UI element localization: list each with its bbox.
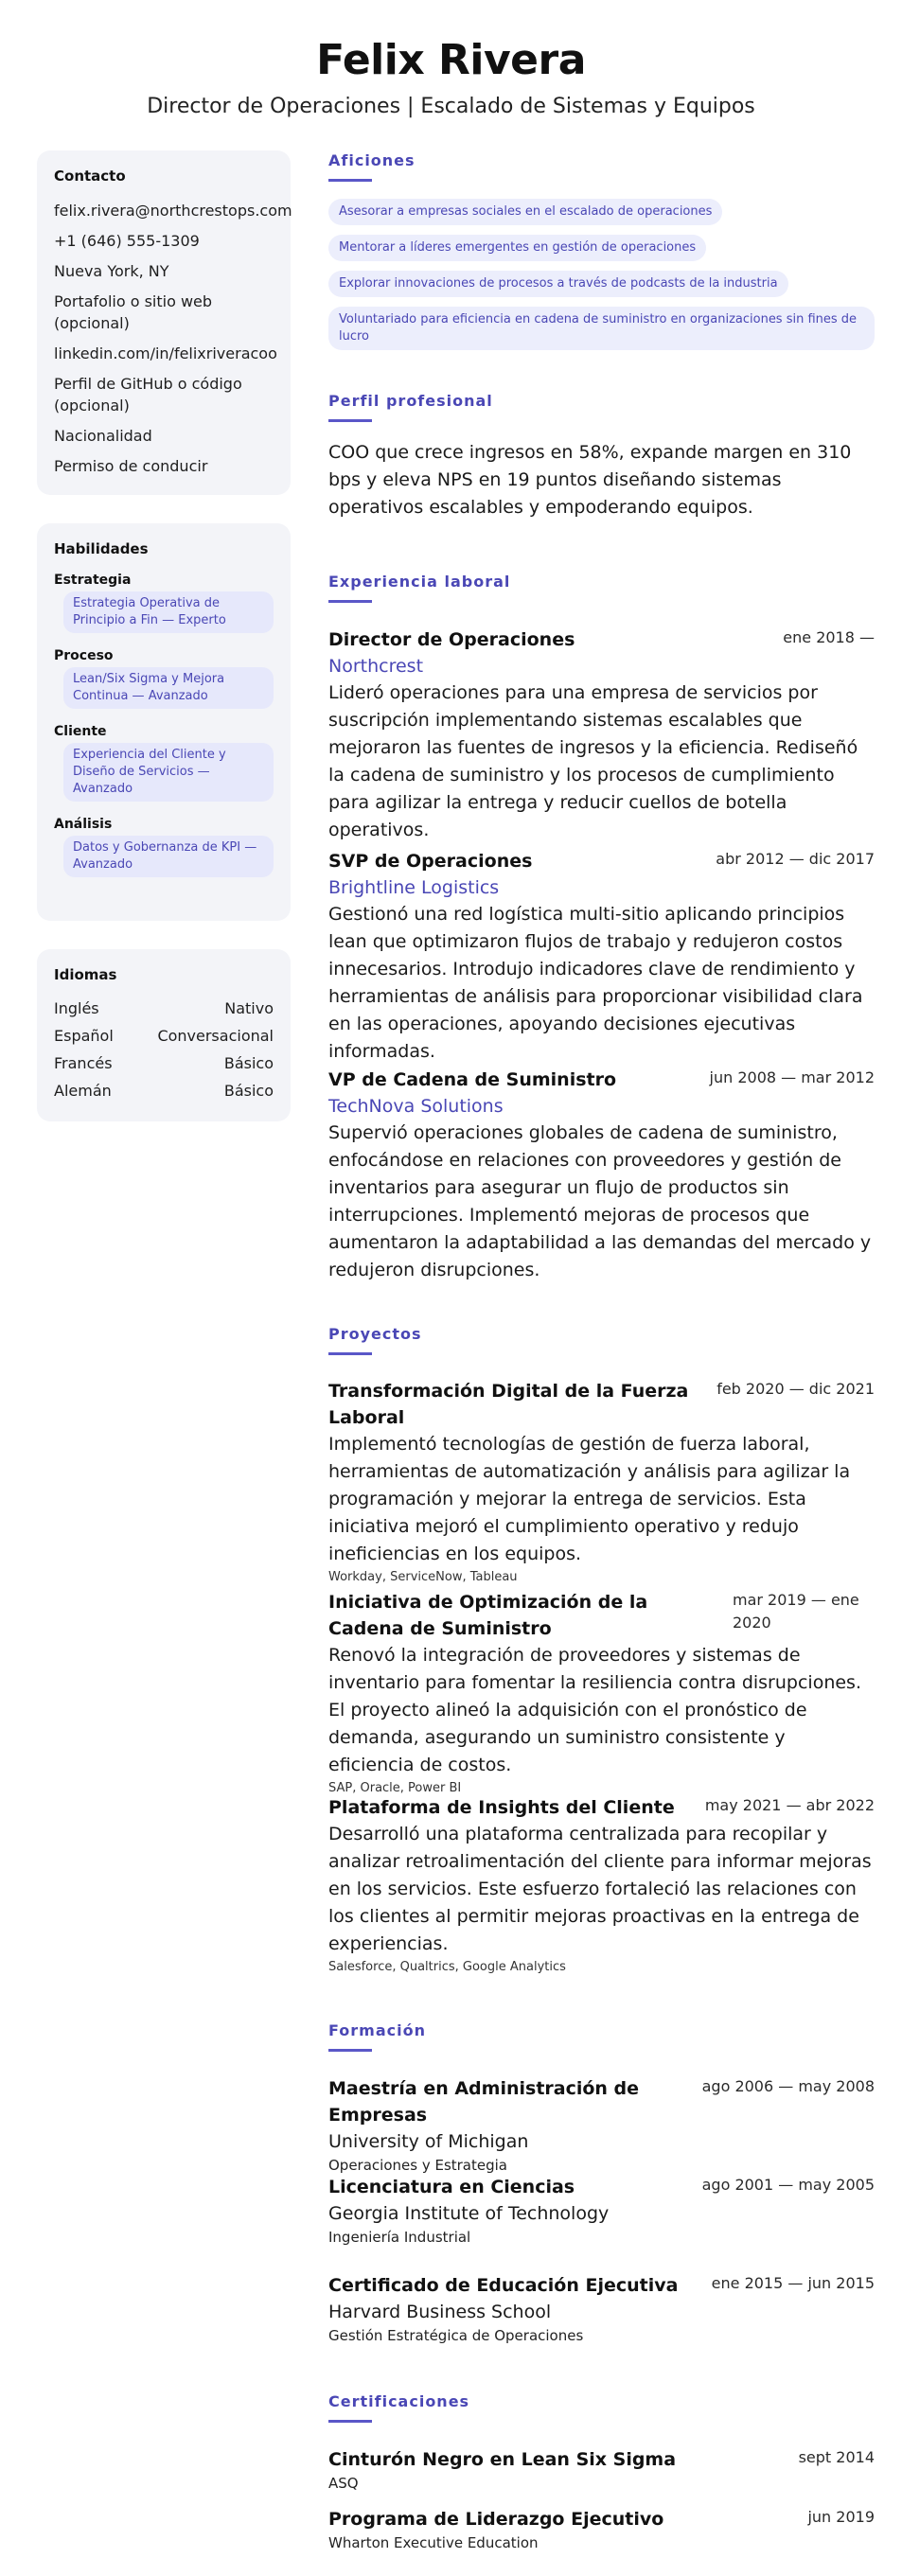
experience-entry: [328, 848, 875, 1066]
language-name: Francés: [54, 1054, 113, 1072]
project-title: Iniciativa de Optimización de la Cadena de Suministro: [328, 1592, 648, 1639]
contact-linkedin[interactable]: linkedin.com/in/felixriveracoo: [54, 344, 277, 362]
candidate-title: Director de Operaciones | Escalado de Sistemas y Equipos: [147, 95, 755, 118]
section-title: Certificaciones: [328, 2392, 470, 2410]
language-name: Español: [54, 1027, 114, 1045]
experience-section: [328, 573, 875, 603]
project-description: Renovó la integración de proveedores y sistemas de inventario para fomentar la resiliencia contra disrupciones. El proyecto alineó la adquisición con el pronóstico de demanda, asegurando un suministro consistente y eficiencia de costos.: [328, 1645, 861, 1775]
experience-entry: [328, 1067, 875, 1284]
language-row: [54, 998, 274, 1019]
job-dates: abr 2012 — dic 2017: [716, 850, 875, 868]
projects-section: [328, 1325, 875, 1355]
project-dates: may 2021 — abr 2022: [704, 1796, 875, 1814]
job-title: Director de Operaciones: [328, 629, 575, 650]
contact-portfolio: Portafolio o sitio web (opcional): [54, 292, 213, 332]
project-tech: SAP, Oracle, Power BI: [328, 1781, 462, 1795]
languages-heading: Idiomas: [54, 966, 117, 983]
skill-category: Estrategia: [54, 573, 132, 588]
certification-issuer: ASQ: [328, 2475, 359, 2492]
project-dates: feb 2020 — dic 2021: [716, 1380, 875, 1398]
project-title: Transformación Digital de la Fuerza Laboral: [328, 1381, 689, 1428]
degree-title: Licenciatura en Ciencias: [328, 2177, 575, 2197]
contact-github: Perfil de GitHub o código (opcional): [54, 375, 242, 415]
job-description: Lideró operaciones para una empresa de servicios por suscripción implementando sistemas escalables que mejoraron las fuentes de ingresos y la eficiencia. Rediseñó la cadena de suministro y los procesos de cumplimiento para agilizar la entrega y reducir cuellos de botella operativos.: [328, 682, 858, 840]
field-of-study: Operaciones y Estrategia: [328, 2157, 507, 2174]
certification-entry: [328, 2446, 875, 2494]
degree-title: Certificado de Educación Ejecutiva: [328, 2275, 679, 2296]
skill-category: Cliente: [54, 724, 107, 739]
degree-title: Maestría en Administración de Empresas: [328, 2078, 640, 2126]
school-name: University of Michigan: [328, 2131, 529, 2152]
language-level: Básico: [223, 1082, 274, 1100]
skill-category: Análisis: [54, 817, 113, 832]
skill-chip: Estrategia Operativa de Principio a Fin — Experto: [63, 591, 274, 633]
section-title: Formación: [328, 2021, 426, 2039]
job-description: Supervió operaciones globales de cadena de suministro, enfocándose en relaciones con proveedores y gestión de inventarios para asegurar un flujo de productos sin interrupciones. Implementó mejoras de procesos que aumentaron la adaptabilidad a las demandas del mercado y redujeron disrupciones.: [328, 1122, 872, 1280]
skill-chip: Lean/Six Sigma y Mejora Continua — Avanzado: [63, 667, 274, 709]
contact-location: Nueva York, NY: [54, 262, 169, 280]
language-level: Nativo: [224, 999, 274, 1017]
contact-card: [37, 150, 291, 495]
skill-chip: Datos y Gobernanza de KPI — Avanzado: [63, 836, 274, 877]
project-description: Desarrolló una plataforma centralizada para recopilar y analizar retroalimentación del cliente para informar mejoras en los servicios. Este esfuerzo fortaleció las relaciones con los clientes al permitir mejoras proactivas en la entrega de experiencias.: [328, 1824, 872, 1954]
hobby-chip: Mentorar a líderes emergentes en gestión de operaciones: [328, 235, 706, 261]
field-of-study: Ingeniería Industrial: [328, 2229, 471, 2246]
certification-name: Programa de Liderazgo Ejecutivo: [328, 2509, 664, 2530]
section-divider: [328, 2049, 372, 2052]
language-row: [54, 1081, 274, 1102]
hobby-chip: Explorar innovaciones de procesos a través de podcasts de la industria: [328, 271, 788, 297]
candidate-name: Felix Rivera: [316, 36, 586, 84]
section-title: Proyectos: [328, 1325, 422, 1343]
hobby-chip: Voluntariado para eficiencia en cadena de suministro en organizaciones sin fines de lucro: [328, 307, 875, 350]
project-dates: mar 2019 — ene 2020: [733, 1591, 859, 1632]
section-title: Experiencia laboral: [328, 573, 511, 591]
hobby-chip: Asesorar a empresas sociales en el escalado de operaciones: [328, 199, 722, 225]
education-section: [328, 2021, 875, 2052]
school-name: Harvard Business School: [328, 2302, 552, 2322]
contact-nationality: Nacionalidad: [54, 427, 152, 445]
project-title: Plataforma de Insights del Cliente: [328, 1797, 675, 1818]
field-of-study: Gestión Estratégica de Operaciones: [328, 2327, 584, 2344]
language-name: Alemán: [54, 1082, 112, 1100]
contact-heading: Contacto: [54, 168, 126, 185]
contact-email[interactable]: felix.rivera@northcrestops.com: [54, 202, 292, 220]
project-tech: Workday, ServiceNow, Tableau: [328, 1570, 518, 1584]
skills-card: [37, 523, 291, 921]
education-dates: ene 2015 — jun 2015: [711, 2274, 875, 2292]
education-entry: [328, 2174, 875, 2248]
language-level: Básico: [223, 1054, 274, 1072]
section-divider: [328, 600, 372, 603]
job-description: Gestionó una red logística multi-sitio aplicando principios lean que optimizaron flujos de trabajo y redujeron costos innecesarios. Introdujo indicadores clave de rendimiento y herramientas de análisis para proporcionar visibilidad clara en las operaciones, apoyando decisiones ejecutivas informadas.: [328, 904, 863, 1062]
education-dates: ago 2001 — may 2005: [701, 2176, 875, 2194]
profile-section: [328, 392, 875, 521]
main-column: [328, 0, 875, 2576]
language-level: Conversacional: [157, 1027, 274, 1045]
section-divider: [328, 1352, 372, 1355]
job-title: SVP de Operaciones: [328, 851, 533, 872]
languages-card: [37, 949, 291, 1121]
job-dates: ene 2018 —: [783, 628, 875, 646]
skill-category: Proceso: [54, 648, 114, 663]
section-divider: [328, 419, 372, 422]
certifications-section: [328, 2392, 875, 2423]
project-entry: [328, 1378, 875, 1587]
project-tech: Salesforce, Qualtrics, Google Analytics: [328, 1960, 566, 1974]
contact-license: Permiso de conducir: [54, 457, 208, 475]
section-divider: [328, 179, 372, 182]
job-dates: jun 2008 — mar 2012: [709, 1068, 875, 1086]
education-dates: ago 2006 — may 2008: [701, 2077, 875, 2095]
project-entry: [328, 1794, 875, 1977]
school-name: Georgia Institute of Technology: [328, 2203, 610, 2224]
project-entry: [328, 1589, 875, 1798]
certification-name: Cinturón Negro en Lean Six Sigma: [328, 2449, 677, 2470]
hobbies-section: [328, 151, 875, 360]
section-divider: [328, 2420, 372, 2423]
company-name: Northcrest: [328, 656, 424, 677]
education-entry: [328, 2272, 875, 2346]
profile-summary: COO que crece ingresos en 58%, expande margen en 310 bps y eleva NPS en 19 puntos diseñando sistemas operativos escalables y empoderando equipos.: [328, 442, 852, 518]
company-name: TechNova Solutions: [328, 1096, 504, 1117]
language-row: [54, 1026, 274, 1047]
section-title: Aficiones: [328, 151, 416, 169]
skills-heading: Habilidades: [54, 540, 149, 557]
certification-date: jun 2019: [807, 2508, 875, 2526]
education-entry: [328, 2075, 875, 2176]
language-row: [54, 1053, 274, 1074]
job-title: VP de Cadena de Suministro: [328, 1069, 617, 1090]
language-name: Inglés: [54, 999, 99, 1017]
experience-entry: [328, 626, 875, 844]
contact-phone[interactable]: +1 (646) 555-1309: [54, 232, 200, 250]
certification-entry: [328, 2506, 875, 2553]
section-title: Perfil profesional: [328, 392, 493, 410]
skill-chip: Experiencia del Cliente y Diseño de Servicios — Avanzado: [63, 743, 274, 802]
certification-issuer: Wharton Executive Education: [328, 2534, 539, 2551]
company-name: Brightline Logistics: [328, 877, 500, 898]
project-description: Implementó tecnologías de gestión de fuerza laboral, herramientas de automatización y análisis para agilizar la programación y mejorar la entrega de servicios. Esta iniciativa mejoró el cumplimiento operativo y redujo ineficiencias en los equipos.: [328, 1434, 851, 1564]
certification-date: sept 2014: [798, 2448, 875, 2466]
